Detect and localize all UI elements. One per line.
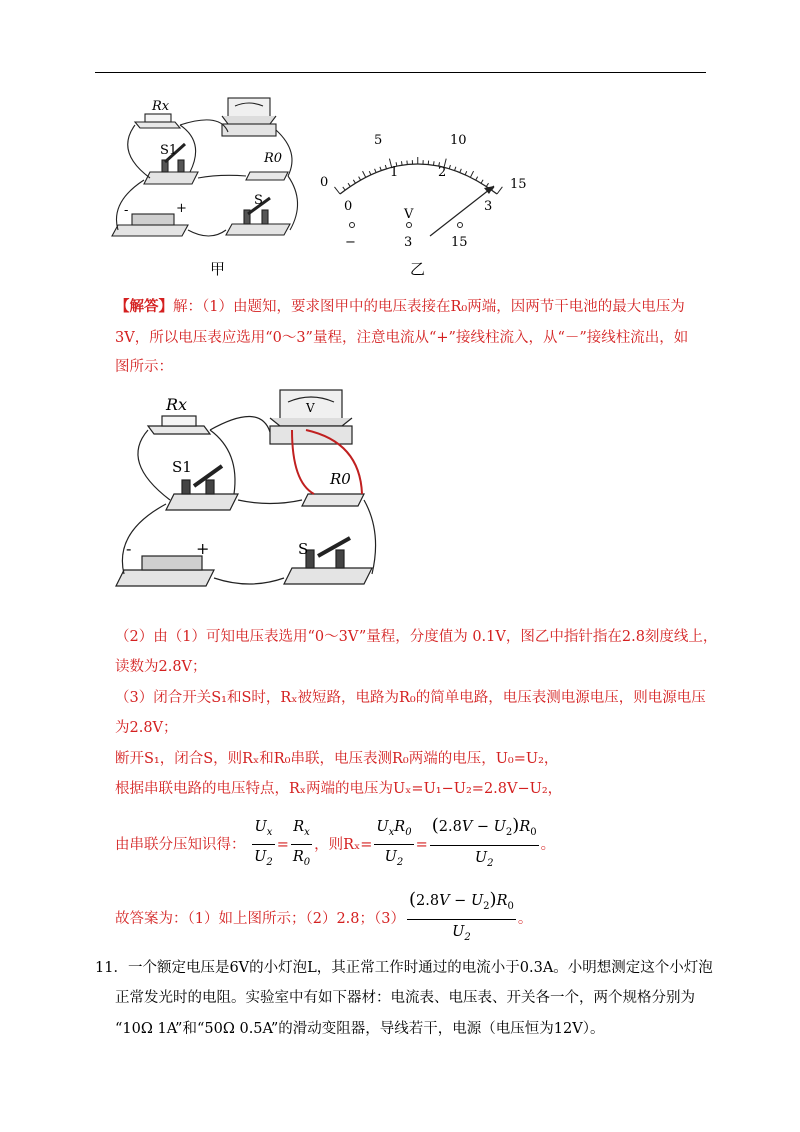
fig3-label-plus: + (196, 539, 210, 558)
dial-tick (455, 167, 456, 171)
question-11-line-3: “10Ω 1A”和“50Ω 0.5A”的滑动变阻器，导线若干，电源（电压恒为12V）。 (115, 1021, 605, 1037)
dial-tick (497, 187, 502, 194)
dial-tick (470, 171, 473, 177)
terminal-minus: − (345, 235, 356, 250)
formula-end: 。 (540, 836, 556, 853)
dial-lower-2: 2 (438, 165, 447, 180)
dial-upper-0: 0 (320, 175, 329, 190)
fig1-label-r0: R0 (264, 151, 283, 166)
rx-fraction-2: $\frac{(2.8V - U_2)R_0}{U_2}$ (431, 815, 537, 869)
dial-tick (460, 169, 461, 173)
fig1-label-minus: - (124, 203, 129, 218)
dial-lower-0: 0 (344, 199, 353, 214)
dial-tick (334, 187, 340, 194)
fig1-label-plus: + (176, 201, 187, 216)
dial-upper-10: 10 (450, 133, 467, 148)
formula-mid: ，则Rₓ= (314, 836, 373, 853)
ratio-r-fraction: $\frac{R_x}{R_0}$ (291, 815, 312, 876)
dial-tick (363, 171, 366, 177)
rx-fraction-1: $\frac{U_xR_0}{U_2}$ (374, 815, 413, 876)
fig3-label-s: S (298, 540, 309, 558)
fig1-label-rx: Rx (152, 99, 170, 114)
question-11-line-1: 11．一个额定电压是6V的小灯泡L，其正常工作时通过的电流小于0.3A。小明想测定这个小灯泡 (95, 960, 713, 976)
final-fraction: $\frac{(2.8V - U_2)R_0}{U_2}$ (408, 889, 514, 943)
figure-jia-circuit (110, 92, 310, 252)
dial-tick (481, 180, 483, 183)
answer-line-3: 图所示： (115, 359, 173, 375)
dial-tick (375, 169, 377, 173)
dial-upper-15: 15 (510, 177, 527, 192)
dial-unit: V (404, 207, 414, 222)
answer-line-1 (115, 297, 685, 317)
dial-tick (401, 161, 402, 165)
question-11-line-2: 正常发光时的电阻。实验室中有如下器材：电流表、电压表、开关各一个，两个规格分别为 (115, 990, 695, 1006)
answer-line-8: 断开S₁，闭合S，则Rₓ和R₀串联，电压表测R₀两端的电压，U₀=U₂， (115, 751, 559, 767)
dial-tick (433, 161, 434, 165)
dial-lower-1: 1 (390, 165, 399, 180)
answer-line-2: 3V，所以电压表应选用“0～3”量程，注意电流从“+”接线柱流入，从“－”接线柱流出，如 (115, 330, 689, 346)
answer-line-1-text: 解：（1）由题知，要求图甲中的电压表接在R₀两端，因两节干电池的最大电压为 (173, 299, 685, 315)
answer-line-6: （3）闭合开关S₁和S时，Rₓ被短路，电路为R₀的简单电路，电压表测电源电压，则电源电压 (115, 690, 706, 706)
dial-upper-5: 5 (374, 133, 383, 148)
answer-line-5: 读数为2.8V； (115, 659, 207, 675)
dial-tick (348, 183, 350, 186)
dial-tick (385, 165, 386, 169)
fig3-label-minus: - (126, 539, 132, 558)
final-answer-prefix: 故答案为：（1）如上图所示；（2）2.8；（3） (115, 910, 405, 927)
answer-line-4: （2）由（1）可知电压表选用“0～3V”量程，分度值为 0.1V，图乙中指针指在2.8刻度线上， (115, 629, 718, 645)
dial-tick (359, 177, 361, 180)
figure-answer-circuit (110, 382, 380, 596)
fig1-label-s: S (254, 193, 263, 208)
dial-tick (486, 183, 488, 186)
answer-line-7: 为2.8V； (115, 720, 178, 736)
dial-tick (465, 171, 467, 175)
fig3-label-rx: Rx (166, 395, 188, 414)
dial-tick (369, 171, 371, 175)
figure-yi-voltmeter-dial (312, 124, 542, 250)
header-rule (95, 72, 706, 73)
dial-tick (449, 165, 450, 169)
dial-tick (380, 167, 381, 171)
answer-tag: 【解答】 (115, 298, 173, 315)
answer-line-9: 根据串联电路的电压特点，Rₓ两端的电压为Uₓ=U₁−U₂=2.8V−U₂， (115, 781, 563, 797)
answer-formula-line: 由串联分压知识得： $\frac{U_x}{U_2}$ = $\frac{R_x}{R_0}$ ，则Rₓ= $\frac{U_xR_0}{U_2}$ = $\frac{(2.8V - U_2)R_0}{U_2}$ 。 (115, 814, 555, 876)
dial-lower-3: 3 (484, 199, 493, 214)
formula-prefix: 由串联分压知识得： (115, 836, 246, 853)
ratio-u-fraction: $\frac{U_x}{U_2}$ (252, 815, 275, 876)
dial-tick (353, 180, 355, 183)
dial-tick (343, 187, 345, 190)
fig3-label-meter: V (306, 401, 315, 415)
dial-tick (476, 177, 478, 181)
fig1-label-s1: S1 (160, 143, 178, 158)
final-answer-line (115, 888, 532, 950)
terminal-3: 3 (404, 235, 413, 250)
terminal-15: 15 (451, 235, 468, 250)
final-answer-end: 。 (517, 910, 533, 927)
fig3-label-r0: R0 (330, 470, 351, 488)
figure-jia-caption: 甲 (210, 260, 226, 278)
figure-yi-caption: 乙 (410, 260, 426, 278)
fig3-label-s1: S1 (172, 458, 192, 476)
